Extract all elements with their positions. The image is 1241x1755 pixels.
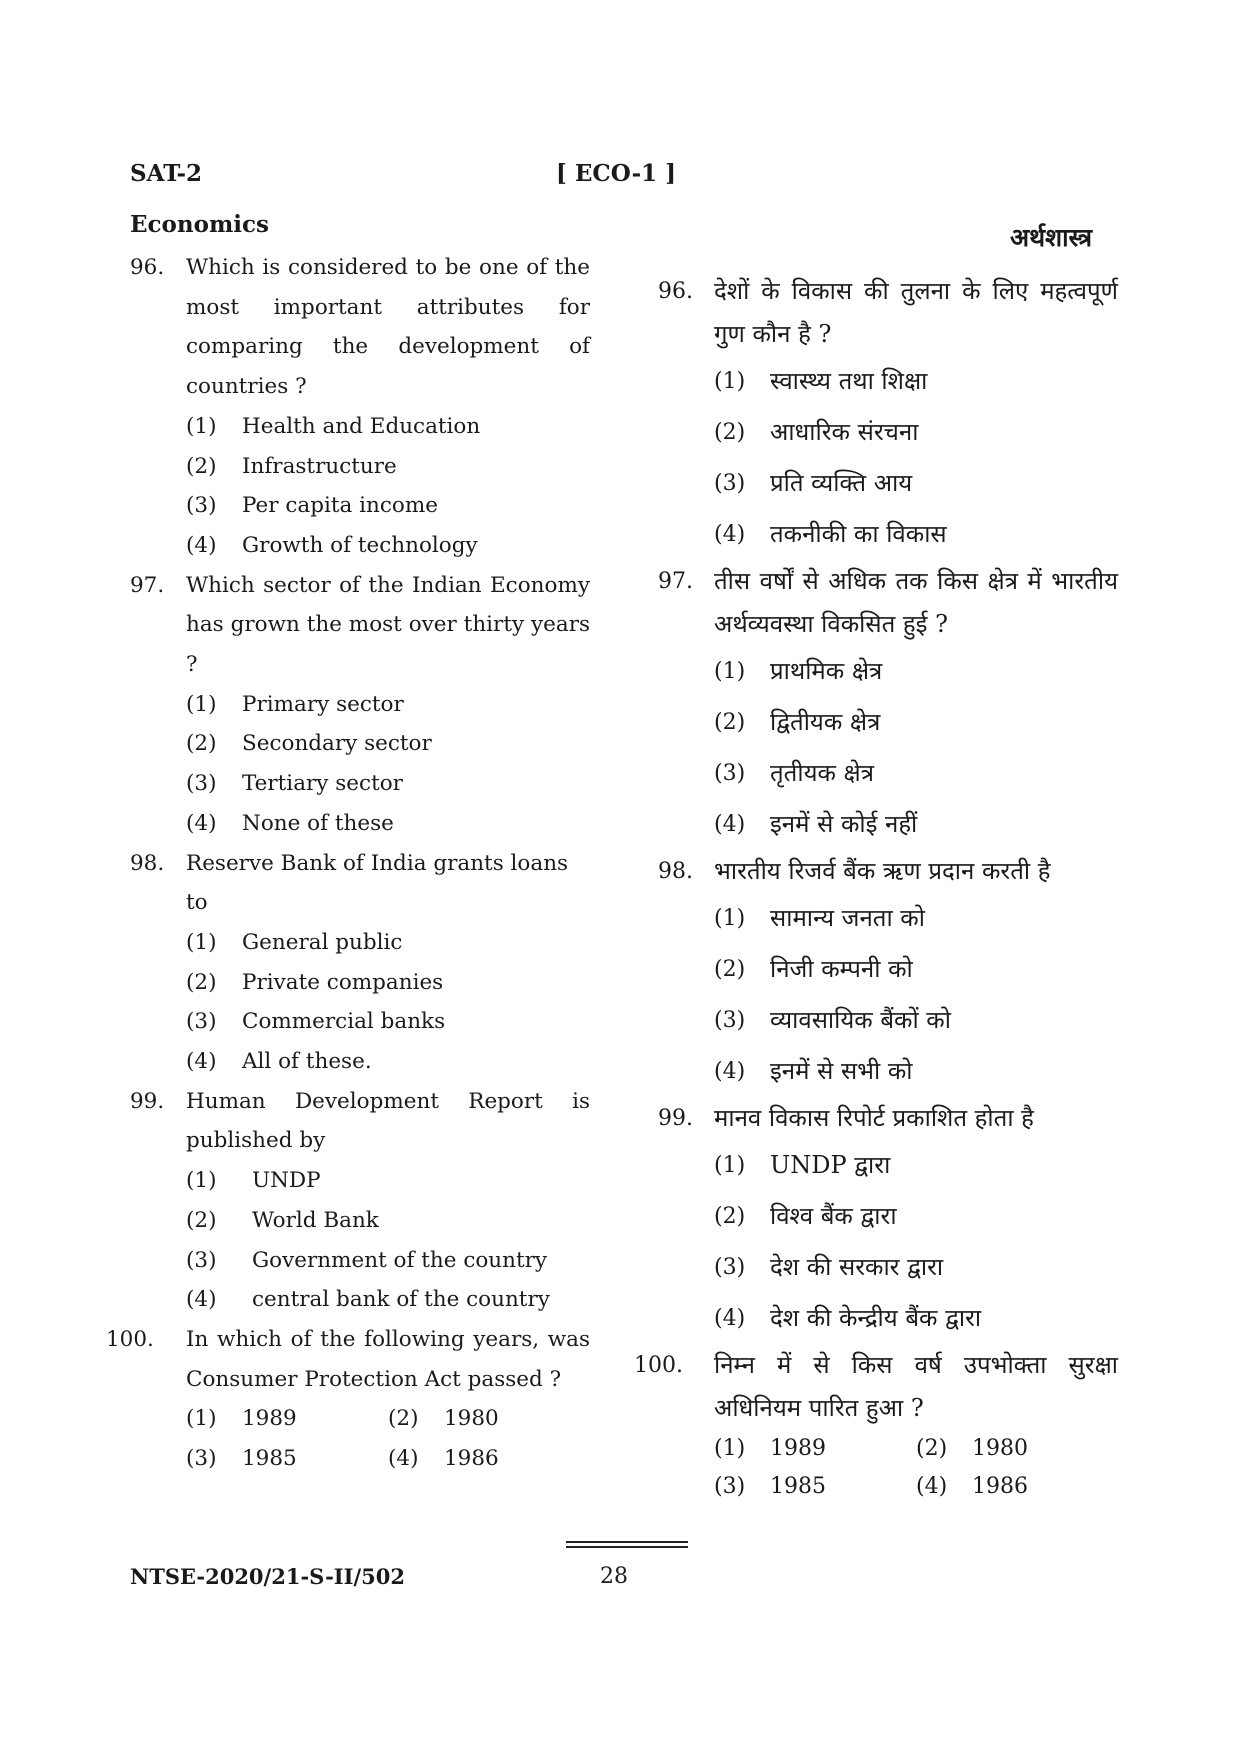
option-row xyxy=(186,1439,590,1479)
question-number: 97. xyxy=(130,572,165,598)
option-number: (3) xyxy=(714,1255,746,1280)
question-96-en xyxy=(130,248,590,407)
question-97-en xyxy=(130,566,590,685)
option xyxy=(186,963,590,1003)
option-number: (4) xyxy=(916,1474,948,1499)
page-number: 28 xyxy=(600,1564,628,1589)
option-number: (2) xyxy=(714,957,746,982)
option-number: (3) xyxy=(186,1009,217,1035)
option xyxy=(714,458,1118,509)
question-text: In which of the following years, was Consumer Protection Act passed ? xyxy=(186,1326,590,1392)
option xyxy=(714,1468,916,1506)
option xyxy=(714,1140,1118,1191)
option-number: (1) xyxy=(186,929,217,955)
question-number: 97. xyxy=(658,569,693,594)
option-text: व्यावसायिक बैंकों को xyxy=(770,1006,951,1034)
option-number: (4) xyxy=(714,812,746,837)
english-column xyxy=(106,248,590,1479)
option-number: (1) xyxy=(714,906,746,931)
option-text: Primary sector xyxy=(242,691,404,717)
option-text: विश्व बैंक द्वारा xyxy=(770,1202,897,1230)
option-text: UNDP द्वारा xyxy=(770,1151,891,1179)
option-text: 1986 xyxy=(444,1446,499,1472)
question-text: Which is considered to be one of the most important attributes for comparing the development of countries ? xyxy=(186,255,590,400)
option-text: UNDP xyxy=(252,1168,321,1194)
hindi-column xyxy=(634,270,1118,1506)
option-number: (2) xyxy=(186,1207,217,1233)
option-number: (3) xyxy=(186,1247,217,1273)
option-text: All of these. xyxy=(242,1049,372,1075)
option xyxy=(186,1399,388,1439)
option-text: 1980 xyxy=(972,1436,1028,1461)
option xyxy=(186,1241,590,1281)
option xyxy=(186,526,590,566)
option xyxy=(186,1161,590,1201)
footer-code: NTSE-2020/21-S-II/502 xyxy=(130,1564,405,1589)
option-number: (2) xyxy=(186,969,217,995)
option-text: Commercial banks xyxy=(242,1009,446,1035)
option-number: (1) xyxy=(714,369,746,394)
option xyxy=(388,1399,590,1439)
option xyxy=(186,764,590,804)
option xyxy=(186,1042,590,1082)
option-number: (1) xyxy=(186,1406,217,1432)
option xyxy=(714,995,1118,1046)
question-number: 98. xyxy=(130,850,165,876)
option-number: (3) xyxy=(714,761,746,786)
question-number: 100. xyxy=(106,1326,154,1352)
option-number: (1) xyxy=(186,691,217,717)
option-text: Infrastructure xyxy=(242,453,397,479)
question-text: निम्न में से किस वर्ष उपभोक्ता सुरक्षा अधिनियम पारित हुआ ? xyxy=(714,1351,1118,1422)
question-number: 96. xyxy=(658,279,693,304)
option-number: (1) xyxy=(714,659,746,684)
option-number: (4) xyxy=(714,522,746,547)
option-text: 1980 xyxy=(444,1406,499,1432)
option xyxy=(186,1439,388,1479)
option-text: तकनीकी का विकास xyxy=(770,520,947,548)
option-number: (2) xyxy=(186,731,217,757)
option-text: Tertiary sector xyxy=(242,771,403,797)
option xyxy=(186,1002,590,1042)
option-number: (2) xyxy=(714,420,746,445)
option-row xyxy=(186,1399,590,1439)
option-number: (1) xyxy=(186,1168,217,1194)
option xyxy=(186,724,590,764)
option xyxy=(186,1201,590,1241)
option-row xyxy=(714,1468,1118,1506)
option xyxy=(714,1242,1118,1293)
question-98-hi xyxy=(658,850,1118,893)
option-text: सामान्य जनता को xyxy=(770,904,925,932)
option-number: (4) xyxy=(186,810,217,836)
question-text: देशों के विकास की तुलना के लिए महत्वपूर्ण गुण कौन है ? xyxy=(714,277,1118,348)
option-text: इनमें से कोई नहीं xyxy=(770,810,918,838)
section-title-en: Economics xyxy=(130,211,269,238)
option-text: देश की केन्द्रीय बैंक द्वारा xyxy=(770,1304,982,1332)
option-text: World Bank xyxy=(252,1207,379,1233)
option xyxy=(186,804,590,844)
option-text: 1985 xyxy=(770,1474,826,1499)
question-100-hi xyxy=(634,1344,1118,1430)
option-number: (4) xyxy=(714,1059,746,1084)
option xyxy=(186,447,590,487)
option-text: 1985 xyxy=(242,1446,297,1472)
option-number: (2) xyxy=(916,1436,948,1461)
section-code: [ ECO-1 ] xyxy=(556,160,677,187)
option xyxy=(714,697,1118,748)
option xyxy=(714,1293,1118,1344)
option xyxy=(714,748,1118,799)
option-text: 1989 xyxy=(242,1406,297,1432)
option-text: स्वास्थ्य तथा शिक्षा xyxy=(770,367,928,395)
option xyxy=(714,646,1118,697)
option-text: Private companies xyxy=(242,969,444,995)
option-number: (4) xyxy=(186,532,217,558)
option xyxy=(388,1439,590,1479)
question-text: Human Development Report is published by xyxy=(186,1088,590,1154)
option xyxy=(186,923,590,963)
option-text: Per capita income xyxy=(242,493,438,519)
option-number: (3) xyxy=(186,493,217,519)
question-number: 100. xyxy=(634,1353,683,1378)
option-number: (3) xyxy=(186,1446,217,1472)
option-text: द्वितीयक क्षेत्र xyxy=(770,708,881,736)
option xyxy=(916,1468,1118,1506)
option xyxy=(714,356,1118,407)
question-text: Which sector of the Indian Economy has grown the most over thirty years ? xyxy=(186,572,590,678)
option-text: आधारिक संरचना xyxy=(770,418,919,446)
question-100-en xyxy=(106,1320,590,1399)
section-title-hi: अर्थशास्त्र xyxy=(1010,223,1093,252)
option xyxy=(714,1191,1118,1242)
option-text: Secondary sector xyxy=(242,731,432,757)
option-number: (2) xyxy=(714,1204,746,1229)
option-row xyxy=(714,1430,1118,1468)
question-number: 98. xyxy=(658,859,693,884)
option-text: देश की सरकार द्वारा xyxy=(770,1253,944,1281)
option-text: 1986 xyxy=(972,1474,1028,1499)
question-number: 99. xyxy=(658,1106,693,1131)
option xyxy=(714,799,1118,850)
question-99-hi xyxy=(658,1097,1118,1140)
question-text: मानव विकास रिपोर्ट प्रकाशित होता है xyxy=(714,1104,1034,1132)
option-text: तृतीयक क्षेत्र xyxy=(770,759,875,787)
option-text: प्राथमिक क्षेत्र xyxy=(770,657,883,685)
option-number: (2) xyxy=(714,710,746,735)
option-number: (2) xyxy=(186,453,217,479)
option-text: 1989 xyxy=(770,1436,826,1461)
question-text: Reserve Bank of India grants loans to xyxy=(186,850,569,916)
option-number: (3) xyxy=(714,471,746,496)
option xyxy=(916,1430,1118,1468)
option xyxy=(186,685,590,725)
option-text: Health and Education xyxy=(242,413,481,439)
question-98-en xyxy=(130,844,590,923)
footer-rule-bottom xyxy=(566,1546,688,1548)
option-text: प्रति व्यक्ति आय xyxy=(770,469,913,497)
question-text: तीस वर्षों से अधिक तक किस क्षेत्र में भारतीय अर्थव्यवस्था विकसित हुई ? xyxy=(714,567,1118,638)
option-number: (3) xyxy=(186,771,217,797)
option-text: Growth of technology xyxy=(242,532,478,558)
question-99-en xyxy=(130,1082,590,1161)
question-number: 99. xyxy=(130,1088,165,1114)
question-97-hi xyxy=(658,560,1118,646)
option-number: (3) xyxy=(714,1474,746,1499)
option xyxy=(714,944,1118,995)
option-text: General public xyxy=(242,929,403,955)
option xyxy=(186,1280,590,1320)
question-text: भारतीय रिजर्व बैंक ऋण प्रदान करती है xyxy=(714,857,1051,885)
option-number: (3) xyxy=(714,1008,746,1033)
option xyxy=(714,893,1118,944)
option-number: (4) xyxy=(714,1306,746,1331)
option-number: (1) xyxy=(714,1436,746,1461)
option-text: None of these xyxy=(242,810,394,836)
option-text: Government of the country xyxy=(252,1247,548,1273)
option-text: इनमें से सभी को xyxy=(770,1057,913,1085)
option xyxy=(714,509,1118,560)
question-number: 96. xyxy=(130,255,165,280)
option-number: (4) xyxy=(186,1049,217,1075)
option-number: (1) xyxy=(714,1153,746,1178)
footer-rule-top xyxy=(566,1541,688,1543)
option-number: (4) xyxy=(388,1446,419,1472)
option xyxy=(714,407,1118,458)
exam-code: SAT-2 xyxy=(130,160,203,187)
option xyxy=(714,1430,916,1468)
option-text: central bank of the country xyxy=(252,1287,550,1313)
option-number: (4) xyxy=(186,1287,217,1313)
option-number: (1) xyxy=(186,413,217,439)
question-96-hi xyxy=(658,270,1118,356)
option xyxy=(714,1046,1118,1097)
option xyxy=(186,486,590,526)
option xyxy=(186,407,590,447)
option-number: (2) xyxy=(388,1406,419,1432)
option-text: निजी कम्पनी को xyxy=(770,955,913,983)
